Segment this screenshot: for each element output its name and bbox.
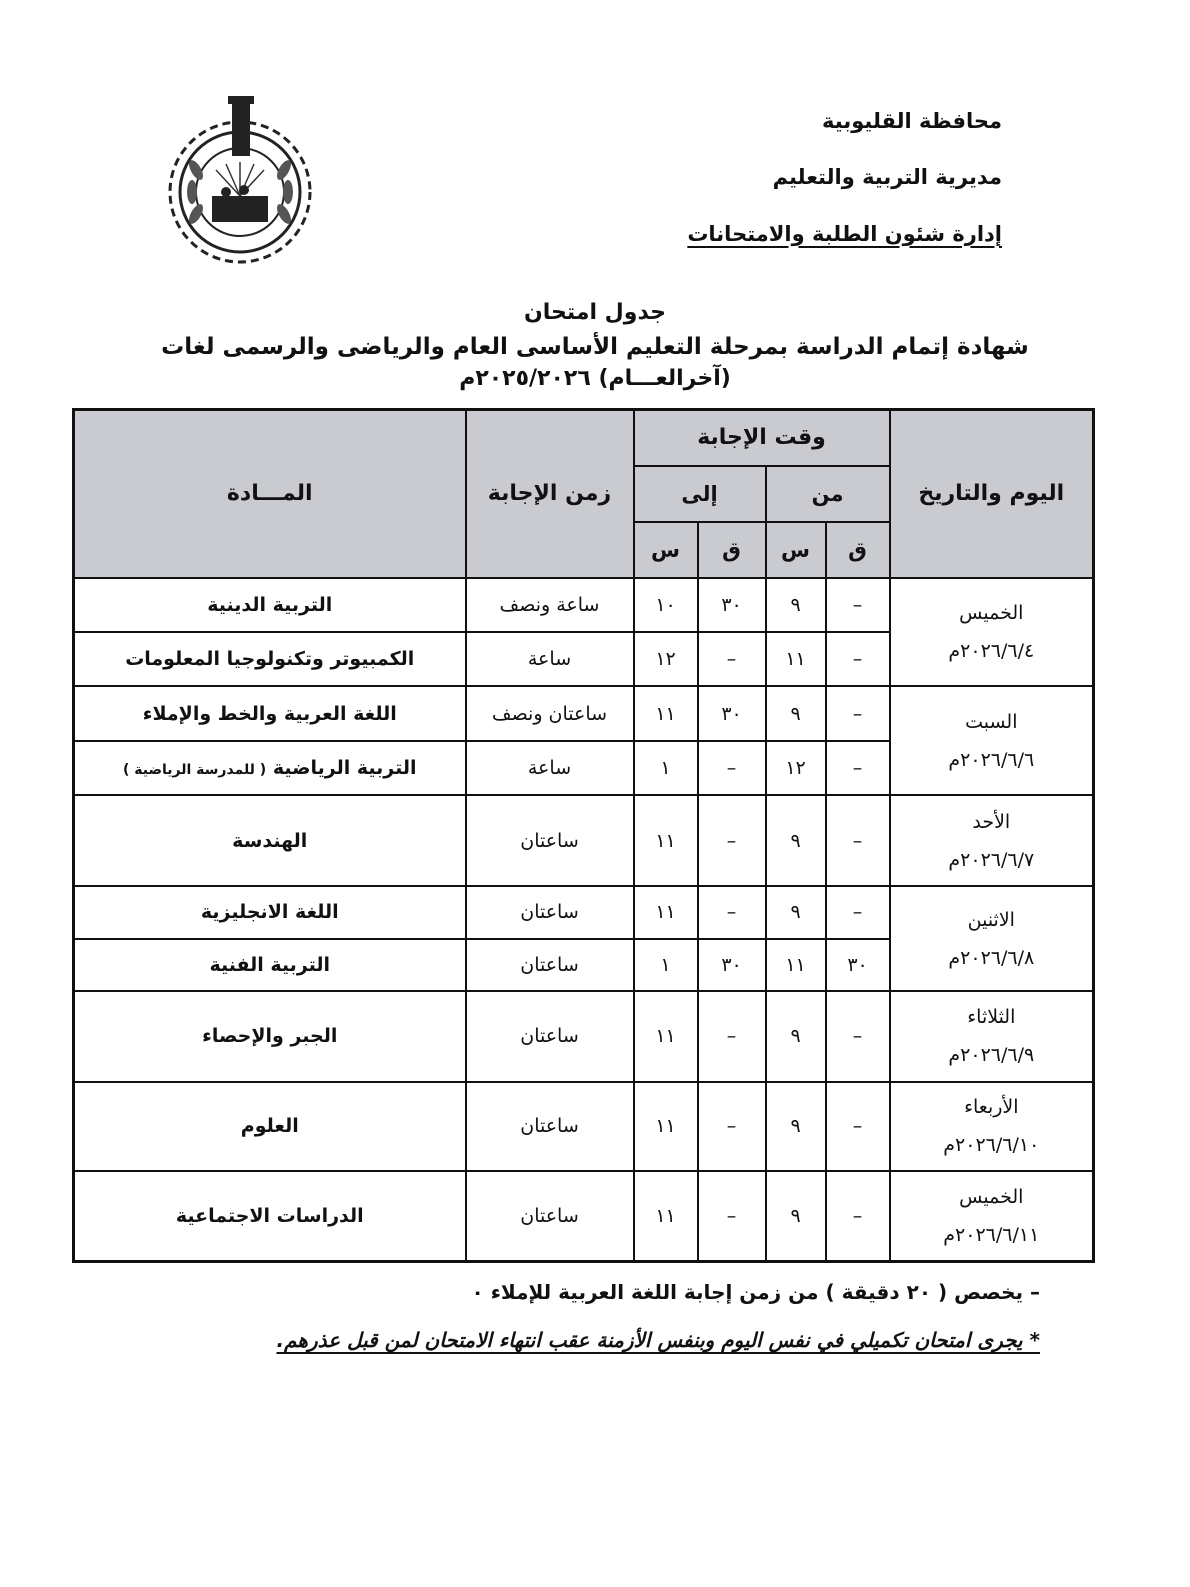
exam-date: ٢٠٢٦/٦/٩م	[948, 1044, 1035, 1067]
subject: اللغة العربية والخط والإملاء	[74, 686, 466, 740]
from-hour: ٩	[766, 886, 826, 938]
to-minute: –	[698, 1171, 766, 1262]
title-line-2: شهادة إتمام الدراسة بمرحلة التعليم الأساسى العام والرياضى والرسمى لغات	[161, 334, 1029, 360]
header-duration: زمن الإجابة	[466, 410, 634, 578]
subject: التربية الدينية	[74, 578, 466, 632]
governorate-name: محافظة القليوبية	[822, 109, 1002, 133]
from-hour: ١٢	[766, 741, 826, 795]
table-row	[74, 578, 1094, 632]
footnote-makeup-exam: * يجرى امتحان تكميلي في نفس اليوم وبنفس الأزمنة عقب انتهاء الامتحان لمن قبل عذرهم.	[276, 1328, 1040, 1352]
to-hour: ١١	[634, 686, 698, 740]
day-name: الأحد	[972, 810, 1011, 833]
title-line-1: جدول امتحان	[523, 300, 667, 325]
from-minute: –	[826, 991, 890, 1082]
exam-date: ٢٠٢٦/٦/٤م	[948, 639, 1035, 662]
header-from: من	[766, 466, 890, 522]
from-minute: –	[826, 1082, 890, 1171]
subject: التربية الرياضية	[272, 757, 417, 780]
duration: ساعتان	[466, 1171, 634, 1262]
from-hour: ٩	[766, 1082, 826, 1171]
to-minute: ٣٠	[698, 686, 766, 740]
title-line-3: (آخرالعـــام) ٢٠٢٥/٢٠٢٦م	[459, 366, 731, 391]
department-name: إدارة شئون الطلبة والامتحانات	[687, 221, 1002, 246]
to-minute: ٣٠	[698, 578, 766, 632]
duration: ساعة ونصف	[466, 578, 634, 632]
day-name: الخميس	[959, 1185, 1024, 1208]
header-day-date: اليوم والتاريخ	[890, 410, 1094, 578]
day-name: الثلاثاء	[967, 1006, 1016, 1029]
issuing-authority	[687, 108, 1002, 277]
table-row	[74, 795, 1094, 886]
table-row	[74, 686, 1094, 740]
day-name: السبت	[965, 710, 1018, 733]
subject: الكمبيوتر وتكنولوجيا المعلومات	[74, 632, 466, 686]
from-hour: ٩	[766, 991, 826, 1082]
duration: ساعتان	[466, 795, 634, 886]
duration: ساعتان	[466, 886, 634, 938]
header-answer-time: وقت الإجابة	[634, 410, 890, 466]
exam-date: ٢٠٢٦/٦/٦م	[948, 748, 1035, 771]
from-hour: ٩	[766, 1171, 826, 1262]
to-hour: ١١	[634, 991, 698, 1082]
day-cell	[890, 1082, 1094, 1171]
to-hour: ١٠	[634, 578, 698, 632]
day-name: الخميس	[959, 601, 1024, 624]
day-name: الاثنين	[967, 908, 1015, 931]
from-hour: ١١	[766, 939, 826, 991]
header-subject: المـــادة	[74, 410, 466, 578]
day-cell	[890, 578, 1094, 687]
from-minute: –	[826, 741, 890, 795]
footnote-dictation: – يخصص ( ٢٠ دقيقة ) من زمن إجابة اللغة العربية للإملاء ٠	[471, 1280, 1040, 1304]
from-minute: –	[826, 632, 890, 686]
duration: ساعتان	[466, 939, 634, 991]
subject: الدراسات الاجتماعية	[74, 1171, 466, 1262]
exam-date: ٢٠٢٦/٦/٧م	[948, 848, 1035, 871]
to-hour: ١	[634, 741, 698, 795]
to-minute: –	[698, 991, 766, 1082]
footnotes	[276, 1280, 1040, 1352]
to-minute: ٣٠	[698, 939, 766, 991]
from-hour: ٩	[766, 578, 826, 632]
ministry-seal-icon	[160, 92, 324, 264]
subject: العلوم	[74, 1082, 466, 1171]
from-minute: –	[826, 886, 890, 938]
to-minute: –	[698, 886, 766, 938]
day-cell	[890, 795, 1094, 886]
subject: التربية الفنية	[74, 939, 466, 991]
table-row	[74, 1082, 1094, 1171]
to-hour: ١١	[634, 1082, 698, 1171]
from-hour: ٩	[766, 686, 826, 740]
to-hour: ١	[634, 939, 698, 991]
to-minute: –	[698, 1082, 766, 1171]
header-to: إلى	[634, 466, 766, 522]
duration: ساعة	[466, 741, 634, 795]
header-to-minute: ق	[698, 522, 766, 578]
from-minute: ٣٠	[826, 939, 890, 991]
duration: ساعة	[466, 632, 634, 686]
subject-cell	[74, 741, 466, 795]
to-hour: ١١	[634, 795, 698, 886]
table-row	[74, 886, 1094, 938]
table-row	[74, 991, 1094, 1082]
header-from-minute: ق	[826, 522, 890, 578]
exam-date: ٢٠٢٦/٦/٨م	[948, 946, 1035, 969]
day-cell	[890, 991, 1094, 1082]
to-hour: ١٢	[634, 632, 698, 686]
duration: ساعتان	[466, 991, 634, 1082]
to-minute: –	[698, 795, 766, 886]
from-minute: –	[826, 578, 890, 632]
day-cell	[890, 886, 1094, 991]
duration: ساعتان ونصف	[466, 686, 634, 740]
exam-date: ٢٠٢٦/٦/١٠م	[943, 1134, 1040, 1157]
to-minute: –	[698, 632, 766, 686]
header-from-hour: س	[766, 522, 826, 578]
header-to-hour: س	[634, 522, 698, 578]
subject: الجبر والإحصاء	[74, 991, 466, 1082]
exam-date: ٢٠٢٦/٦/١١م	[943, 1223, 1040, 1246]
subject: اللغة الانجليزية	[74, 886, 466, 938]
from-hour: ١١	[766, 632, 826, 686]
day-name: الأربعاء	[964, 1096, 1019, 1119]
from-minute: –	[826, 795, 890, 886]
from-minute: –	[826, 1171, 890, 1262]
to-hour: ١١	[634, 1171, 698, 1262]
exam-schedule-table	[72, 408, 1095, 1263]
subject-note: ( للمدرسة الرياضية )	[123, 762, 267, 779]
duration: ساعتان	[466, 1082, 634, 1171]
document-title	[100, 296, 1090, 394]
to-minute: –	[698, 741, 766, 795]
table-row	[74, 1171, 1094, 1262]
subject: الهندسة	[74, 795, 466, 886]
from-minute: –	[826, 686, 890, 740]
directorate-name: مديرية التربية والتعليم	[772, 165, 1002, 190]
from-hour: ٩	[766, 795, 826, 886]
to-hour: ١١	[634, 886, 698, 938]
day-cell	[890, 1171, 1094, 1262]
day-cell	[890, 686, 1094, 795]
